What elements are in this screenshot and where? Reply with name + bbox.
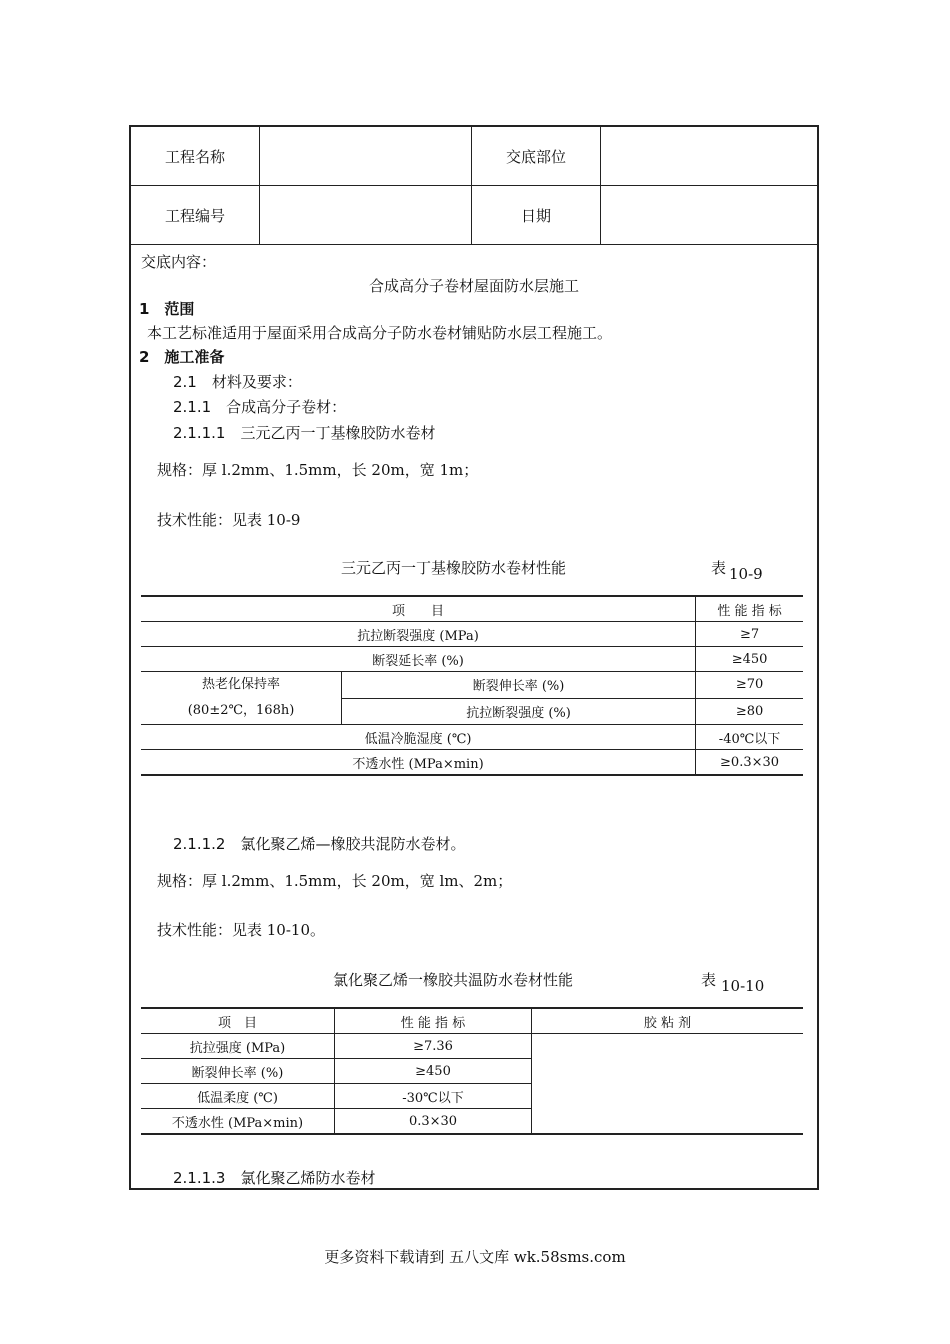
t1-cell: 抗拉断裂强度 (MPa) — [141, 622, 696, 647]
table-2 — [141, 1007, 803, 1135]
table-2-caption: 氯化聚乙烯一橡胶共温防水卷材性能 — [333, 971, 574, 989]
t1-cell: ≥450 — [696, 647, 803, 672]
t1-head-item: 项 目 — [141, 596, 696, 622]
t2-cell: ≥7.36 — [335, 1034, 532, 1059]
section-2-1-1-2: 2.1.1.2 氯化聚乙烯—橡胶共混防水卷材。 — [173, 835, 466, 853]
table-2-tag: 表 — [701, 971, 717, 989]
section-2-heading: 2 施工准备 — [139, 348, 225, 366]
date-value — [601, 186, 818, 245]
t1-group-label: 热老化保持率 — [201, 677, 280, 692]
table-1-tag: 表 — [711, 559, 727, 577]
t2-cell: 低温柔度 (℃) — [141, 1084, 335, 1109]
intro-label: 交底内容： — [141, 253, 217, 271]
t2-cell: -30℃以下 — [335, 1084, 532, 1109]
performance-1: 技术性能：见表 10-9 — [157, 511, 301, 529]
t2-head-glue: 胶 粘 剂 — [532, 1008, 804, 1034]
doc-title: 合成高分子卷材屋面防水层施工 — [368, 277, 579, 295]
t2-cell: 断裂伸长率 (%) — [141, 1059, 335, 1084]
t1-cell: ≥0.3×30 — [696, 750, 803, 776]
project-name-value — [260, 127, 472, 186]
t1-cell: ≥7 — [696, 622, 803, 647]
performance-2: 技术性能：见表 10-10。 — [157, 921, 326, 939]
t2-glue-cell — [532, 1034, 804, 1135]
section-2-1: 2.1 材料及要求： — [173, 373, 302, 391]
t1-head-value: 性 能 指 标 — [696, 596, 803, 622]
section-2-1-1: 2.1.1 合成高分子卷材： — [173, 398, 347, 416]
section-1-text: 本工艺标准适用于屋面采用合成高分子防水卷材铺贴防水层工程施工。 — [147, 324, 613, 342]
spec-2: 规格：厚 l.2mm、1.5mm，长 20m，宽 lm、2m； — [157, 872, 513, 890]
t2-cell: 不透水性 (MPa×min) — [141, 1109, 335, 1135]
project-name-label: 工程名称 — [131, 127, 260, 186]
t2-cell: 0.3×30 — [335, 1109, 532, 1135]
table-1 — [141, 595, 803, 776]
section-1-heading: 1 范围 — [139, 300, 195, 318]
table-1-number: 10-9 — [729, 565, 763, 583]
t1-cell: 断裂延长率 (%) — [141, 647, 696, 672]
t2-head-value: 性 能 指 标 — [335, 1008, 532, 1034]
project-no-value — [260, 186, 472, 245]
section-2-1-1-3: 2.1.1.3 氯化聚乙烯防水卷材 — [173, 1169, 376, 1187]
document-frame — [129, 125, 819, 1190]
handover-part-label: 交底部位 — [472, 127, 601, 186]
handover-part-value — [601, 127, 818, 186]
spec-1: 规格：厚 l.2mm、1.5mm，长 20m，宽 1m； — [157, 461, 479, 479]
section-2-1-1-1: 2.1.1.1 三元乙丙一丁基橡胶防水卷材 — [173, 424, 436, 442]
t1-cell: 断裂伸长率 (%) — [342, 672, 696, 699]
t1-cell: ≥70 — [696, 672, 803, 699]
t1-cell: 抗拉断裂强度 (%) — [342, 698, 696, 725]
table-2-number: 10-10 — [721, 977, 765, 995]
table-row — [141, 1034, 803, 1059]
date-label: 日期 — [472, 186, 601, 245]
project-no-label: 工程编号 — [131, 186, 260, 245]
t1-cell: 低温冷脆湿度 (℃) — [141, 725, 696, 750]
table-1-caption: 三元乙丙一丁基橡胶防水卷材性能 — [341, 559, 567, 577]
t1-cell: ≥80 — [696, 698, 803, 725]
table-row — [141, 725, 803, 750]
t2-head-item: 项 目 — [141, 1008, 335, 1034]
t1-group-condition: (80±2℃，168h) — [187, 703, 295, 718]
footer-link-text: 更多资料下载请到 五八文库 wk.58sms.com — [324, 1248, 626, 1266]
t1-cell: 不透水性 (MPa×min) — [141, 750, 696, 776]
t1-group-cell — [141, 672, 342, 725]
table-row — [141, 750, 803, 776]
header-table — [131, 127, 817, 245]
t1-cell: -40℃以下 — [696, 725, 803, 750]
table-row — [141, 672, 803, 699]
t2-cell: ≥450 — [335, 1059, 532, 1084]
table-row — [141, 647, 803, 672]
t2-cell: 抗拉强度 (MPa) — [141, 1034, 335, 1059]
table-row — [141, 622, 803, 647]
